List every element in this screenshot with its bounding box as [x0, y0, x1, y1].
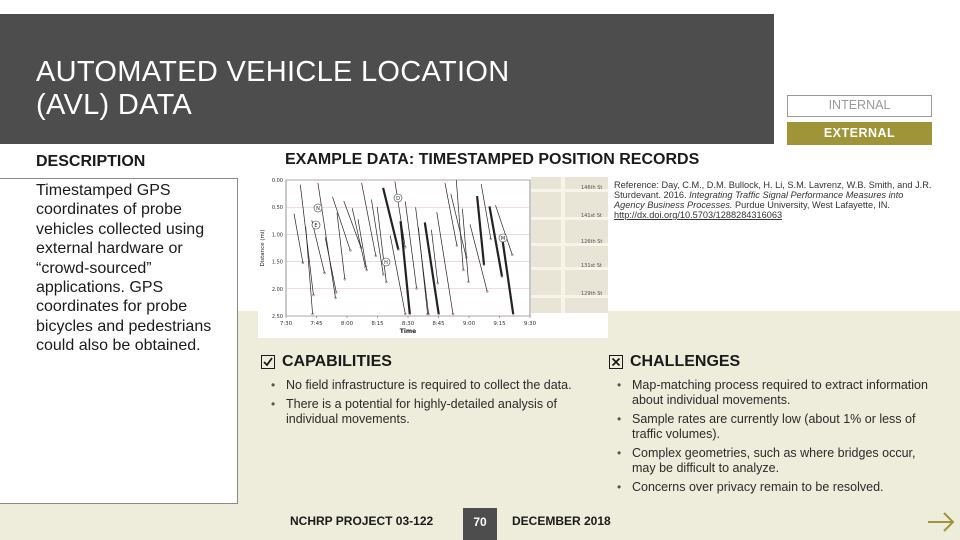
bullet-icon: •	[271, 378, 276, 392]
x-axis-label: Time	[399, 328, 417, 335]
bullet-icon: •	[617, 378, 622, 392]
title-line-1: AUTOMATED VEHICLE LOCATION	[36, 56, 510, 88]
challenges-heading-label: CHALLENGES	[630, 353, 741, 370]
x-tick-label: 9:30	[523, 321, 537, 327]
map-label: 146th St	[581, 185, 603, 191]
reference-citation	[614, 180, 934, 220]
list-item-text: No field infrastructure is required to collect the data.	[286, 378, 572, 392]
example-heading: EXAMPLE DATA: TIMESTAMPED POSITION RECORDS	[285, 151, 700, 168]
x-tick-label: 9:15	[493, 321, 506, 327]
corridor-map	[531, 177, 608, 313]
x-tick-label: 9:00	[462, 321, 476, 327]
map-label: 126th St	[581, 239, 603, 245]
title-line-2: (AVL) DATA	[36, 89, 193, 121]
marker-label: D	[396, 196, 400, 202]
list-item-text: Sample rates are currently low (about 1% or less of traffic volumes).	[632, 412, 916, 441]
list-item-text: Concerns over privacy remain to be resolved.	[632, 480, 884, 494]
marker-label: M	[500, 236, 506, 242]
reference-link[interactable]: http://dx.doi.org/10.5703/1288284316063	[614, 210, 783, 220]
marker-label: E	[314, 223, 318, 229]
bullet-icon: •	[617, 446, 622, 460]
marker-label: H	[384, 260, 388, 266]
external-tag: EXTERNAL	[787, 122, 932, 145]
list-item	[612, 446, 928, 476]
reference-title: Integrating Traffic Signal Performance Measures into Agency Business Processes.	[614, 190, 904, 210]
list-item	[612, 378, 928, 408]
reference-suffix: Purdue University, West Lafayette, IN.	[735, 200, 890, 210]
y-tick-label: 0.50	[271, 205, 283, 212]
description-heading: DESCRIPTION	[36, 153, 146, 170]
checkbox-crossed-icon	[609, 355, 623, 369]
y-tick-label: 2.00	[271, 286, 283, 293]
list-item-text: Complex geometries, such as where bridges occur, may be difficult to analyze.	[632, 446, 916, 475]
next-slide-arrow-icon[interactable]	[926, 508, 956, 536]
list-item	[266, 397, 586, 427]
list-item-text: Map-matching process required to extract information about individual movements.	[632, 378, 928, 407]
page-number: 70	[463, 508, 497, 540]
reference-prefix: Reference: Day, C.M., D.M. Bullock, H. Li, S.M. Lavrenz, W.B. Smith, and J.R. Sturdevant. 2016.	[614, 180, 932, 200]
y-axis-label: Distance (mi)	[260, 229, 266, 267]
internal-tag: INTERNAL	[787, 95, 932, 117]
y-tick-label: 1.50	[271, 259, 283, 266]
challenges-list	[612, 378, 928, 499]
bullet-icon: •	[617, 480, 622, 494]
capabilities-heading-label: CAPABILITIES	[282, 353, 392, 370]
x-tick-label: 8:30	[401, 321, 415, 327]
footer-date: DECEMBER 2018	[512, 514, 611, 528]
map-label: 129th St	[581, 291, 603, 297]
x-tick-label: 8:00	[340, 321, 354, 327]
capabilities-heading	[261, 353, 392, 371]
list-item	[266, 378, 586, 393]
list-item	[612, 480, 928, 495]
footer-project: NCHRP PROJECT 03-122	[290, 514, 434, 528]
map-label: 131st St	[581, 263, 602, 269]
marker-label: N	[316, 206, 320, 212]
capabilities-list	[266, 378, 586, 431]
bullet-icon: •	[617, 412, 622, 426]
y-tick-label: 1.00	[271, 232, 283, 239]
description-body: Timestamped GPS coordinates of probe vehicles collected using external hardware or “crowd-sourced” applications. GPS coordinates for probe bicycles and pedestrians could also be obtained.	[36, 182, 212, 355]
list-item	[612, 412, 928, 442]
y-tick-label: 2.50	[271, 314, 283, 320]
list-item-text: There is a potential for highly-detailed analysis of individual movements.	[286, 397, 557, 426]
x-tick-label: 7:30	[279, 321, 293, 327]
map-label: 141st St	[581, 213, 602, 219]
page-title	[36, 56, 636, 122]
x-tick-label: 8:15	[371, 321, 384, 327]
y-tick-label: 0.00	[271, 178, 283, 184]
bullet-icon: •	[271, 397, 276, 411]
x-tick-label: 8:45	[432, 321, 445, 327]
challenges-heading	[609, 353, 740, 371]
x-tick-label: 7:45	[310, 321, 323, 327]
checkbox-checked-icon	[261, 355, 275, 369]
